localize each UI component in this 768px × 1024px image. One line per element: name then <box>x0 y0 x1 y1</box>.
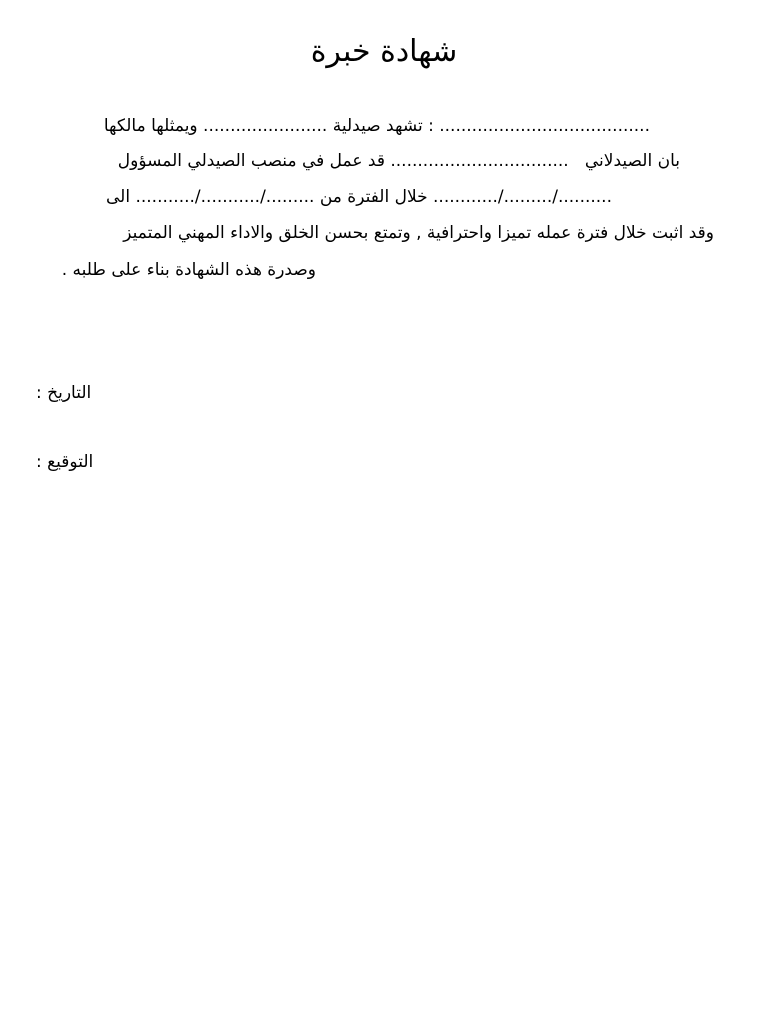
date-field <box>36 381 236 405</box>
certificate-line-performance: وقد اثبت خلال فترة عمله تميزا واحترافية , وتمتع بحسن الخلق والاداء المهني المتميز <box>123 223 714 243</box>
signature-label: التوقيع : <box>36 452 94 472</box>
certificate-line-pharmacist: بان الصيدلاني ................................. قد عمل في منصب الصيدلي المسؤول <box>117 151 680 171</box>
certificate-line-period: ........../........./............ خلال الفترة من ........./.........../........... الى <box>105 187 612 207</box>
date-label: التاريخ : <box>36 383 92 403</box>
document-title: شهادة خبرة <box>310 34 458 69</box>
signature-field <box>36 450 236 474</box>
certificate-line-pharmacy: ....................................... : تشهد صيدلية ....................... ويمثلها مالكها <box>103 116 650 136</box>
certificate-line-issuance: وصدرة هذه الشهادة بناء على طلبه . <box>61 260 316 280</box>
